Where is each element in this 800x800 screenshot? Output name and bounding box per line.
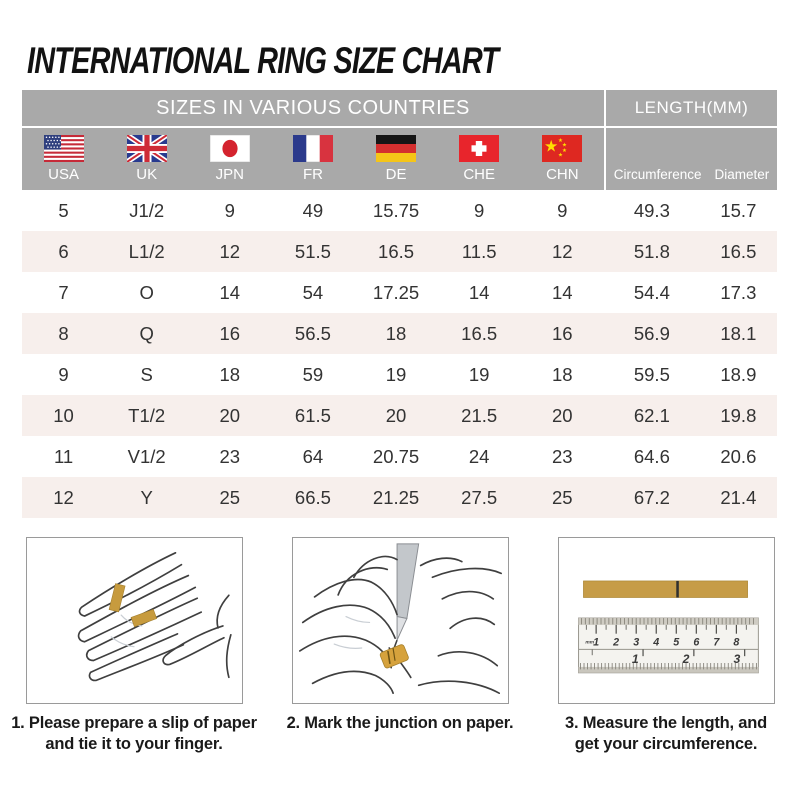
country-code-label: UK [136,166,158,183]
table-cell: 6 [58,240,69,262]
table-cell: 56.9 [633,322,670,344]
svg-text:★: ★ [562,142,568,149]
table-cell: 67.2 [633,486,670,508]
germany-flag-icon [376,135,416,162]
mark-junction-svg [293,538,508,703]
table-cell: 20 [552,404,573,426]
hand-with-paper-strip-illustration [26,537,243,704]
table-row [22,231,777,272]
table-body [22,190,777,518]
svg-text:7: 7 [712,636,719,649]
table-cell: 56.5 [294,322,331,344]
france-flag-icon [293,135,333,162]
svg-text:6: 6 [692,636,699,649]
paper-strip-on-finger [109,584,157,627]
table-cell: 51.5 [294,240,331,262]
table-cell: 20.6 [720,445,757,467]
circumference-column-header: Circumference [613,167,702,182]
table-cell: 17.3 [720,281,757,303]
table-header [22,90,777,190]
table-cell: 16.5 [720,240,757,262]
group-header-row [22,90,777,126]
table-cell: 18.9 [720,363,757,385]
instruction-step-3 [540,537,792,756]
table-cell: J1/2 [129,199,165,221]
flag-header-cell [188,128,271,190]
countries-group-header: SIZES IN VARIOUS COUNTRIES [156,96,470,119]
country-code-label: FR [302,166,323,183]
table-cell: 23 [219,445,241,467]
table-cell: 16 [552,322,573,344]
table-cell: 54 [302,281,324,303]
table-cell: 27.5 [461,486,498,508]
flag-header-row [22,126,777,190]
instruction-caption-2: 2. Mark the junction on paper. [286,714,514,732]
page-title: INTERNATIONAL RING SIZE CHART [27,40,499,81]
table-row [22,395,777,436]
country-code-label: USA [48,166,79,183]
flag-header-cell [271,128,354,190]
table-cell: 14 [219,281,241,303]
ruler-svg [559,538,774,703]
table-cell: V1/2 [127,445,166,467]
table-cell: 12 [53,486,74,508]
china-flag-icon [542,135,582,162]
flag-header-cell [521,128,604,190]
table-cell: 59.5 [633,363,670,385]
table-cell: 66.5 [294,486,331,508]
table-cell: L1/2 [128,240,165,262]
table-cell: Y [140,486,153,508]
svg-text:1: 1 [631,652,639,667]
svg-text:3: 3 [632,636,639,649]
table-cell: 14 [468,281,490,303]
table-cell: 54.4 [633,281,670,303]
flag-header-cell [22,128,105,190]
instruction-step-1 [8,537,260,756]
table-cell: 25 [219,486,241,508]
svg-text:2: 2 [682,652,689,667]
mark-junction-illustration [292,537,509,704]
svg-text:★: ★ [558,152,564,159]
hand-with-paper-strip-svg [27,538,242,703]
table-cell: 25 [552,486,573,508]
usa-flag-icon [44,135,84,162]
table-row [22,272,777,313]
svg-text:4: 4 [652,636,659,649]
svg-text:3: 3 [732,652,740,667]
table-cell: 18 [552,363,573,385]
table-cell: 19 [385,363,407,385]
country-code-label: JPN [215,166,244,183]
table-cell: 23 [552,445,573,467]
svg-text:1: 1 [592,636,599,649]
table-cell: 21.25 [372,486,420,508]
table-cell: 16 [219,322,241,344]
table-cell: 11 [53,445,74,467]
table-cell: S [140,363,153,385]
table-cell: 8 [58,322,69,344]
table-cell: T1/2 [128,404,166,426]
table-cell: 51.8 [633,240,670,262]
table-cell: 12 [219,240,241,262]
japan-flag-icon [210,135,250,162]
table-cell: 59 [302,363,324,385]
table-row [22,477,777,518]
table-cell: 18.1 [720,322,757,344]
table-cell: 20.75 [372,445,420,467]
table-cell: 9 [224,199,235,221]
uk-flag-icon [127,135,167,162]
instruction-caption-1: 1. Please prepare a slip of paper and tie it to your finger. [11,714,257,754]
table-cell: O [139,281,154,303]
table-row [22,313,777,354]
paper-band-on-finger [379,644,409,669]
table-cell: 11.5 [461,240,497,262]
svg-text:2: 2 [612,636,619,649]
svg-text:★: ★ [562,148,568,154]
table-cell: 17.25 [372,281,420,303]
svg-text:★: ★ [558,138,564,144]
flag-header-cell [355,128,438,190]
table-cell: 9 [474,199,485,221]
ruler-measurement-illustration [558,537,775,704]
table-cell: 64 [302,445,324,467]
table-cell: 15.7 [720,199,757,221]
table-row [22,354,777,395]
measuring-instructions [0,537,800,756]
table-row [22,190,777,231]
paper-strip [583,581,747,598]
table-cell: 62.1 [633,404,670,426]
table-cell: Q [139,322,154,344]
table-cell: 21.5 [461,404,498,426]
svg-text:5: 5 [672,636,679,649]
table-cell: 20 [219,404,241,426]
instruction-step-2 [274,537,526,756]
table-row [22,436,777,477]
flag-header-cell [105,128,188,190]
table-cell: 20 [385,404,407,426]
country-code-label: DE [385,166,407,183]
table-cell: 12 [552,240,573,262]
table-cell: 18 [219,363,241,385]
table-cell: 15.75 [372,199,420,221]
table-cell: 21.4 [720,486,757,508]
table-cell: 18 [385,322,407,344]
country-code-label: CHE [463,166,496,183]
instruction-caption-3: 3. Measure the length, and get your circumference. [564,714,767,754]
svg-text:mm: mm [584,640,594,646]
table-cell: 16.5 [461,322,498,344]
table-cell: 49 [302,199,324,221]
country-flags [22,128,604,190]
diameter-column-header: Diameter [714,167,770,182]
switzerland-flag-icon [459,135,499,162]
ring-size-table [22,90,777,518]
table-cell: 64.6 [633,445,670,467]
table-cell: 61.5 [294,404,331,426]
table-cell: 5 [58,199,69,221]
table-cell: 7 [58,281,69,303]
length-group-header: LENGTH(MM) [604,90,777,126]
table-cell: 49.3 [633,199,670,221]
table-cell: 24 [468,445,490,467]
table-cell: 10 [53,404,74,426]
table-cell: 14 [552,281,573,303]
table-cell: 9 [58,363,69,385]
flag-header-cell [438,128,521,190]
country-code-label: CHN [546,166,579,183]
table-cell: 19 [468,363,490,385]
table-cell: 9 [557,199,568,221]
table-cell: 19.8 [720,404,757,426]
length-column-headers [604,128,777,190]
svg-text:8: 8 [732,636,739,649]
table-cell: 16.5 [378,240,415,262]
svg-text:★: ★ [544,138,559,156]
